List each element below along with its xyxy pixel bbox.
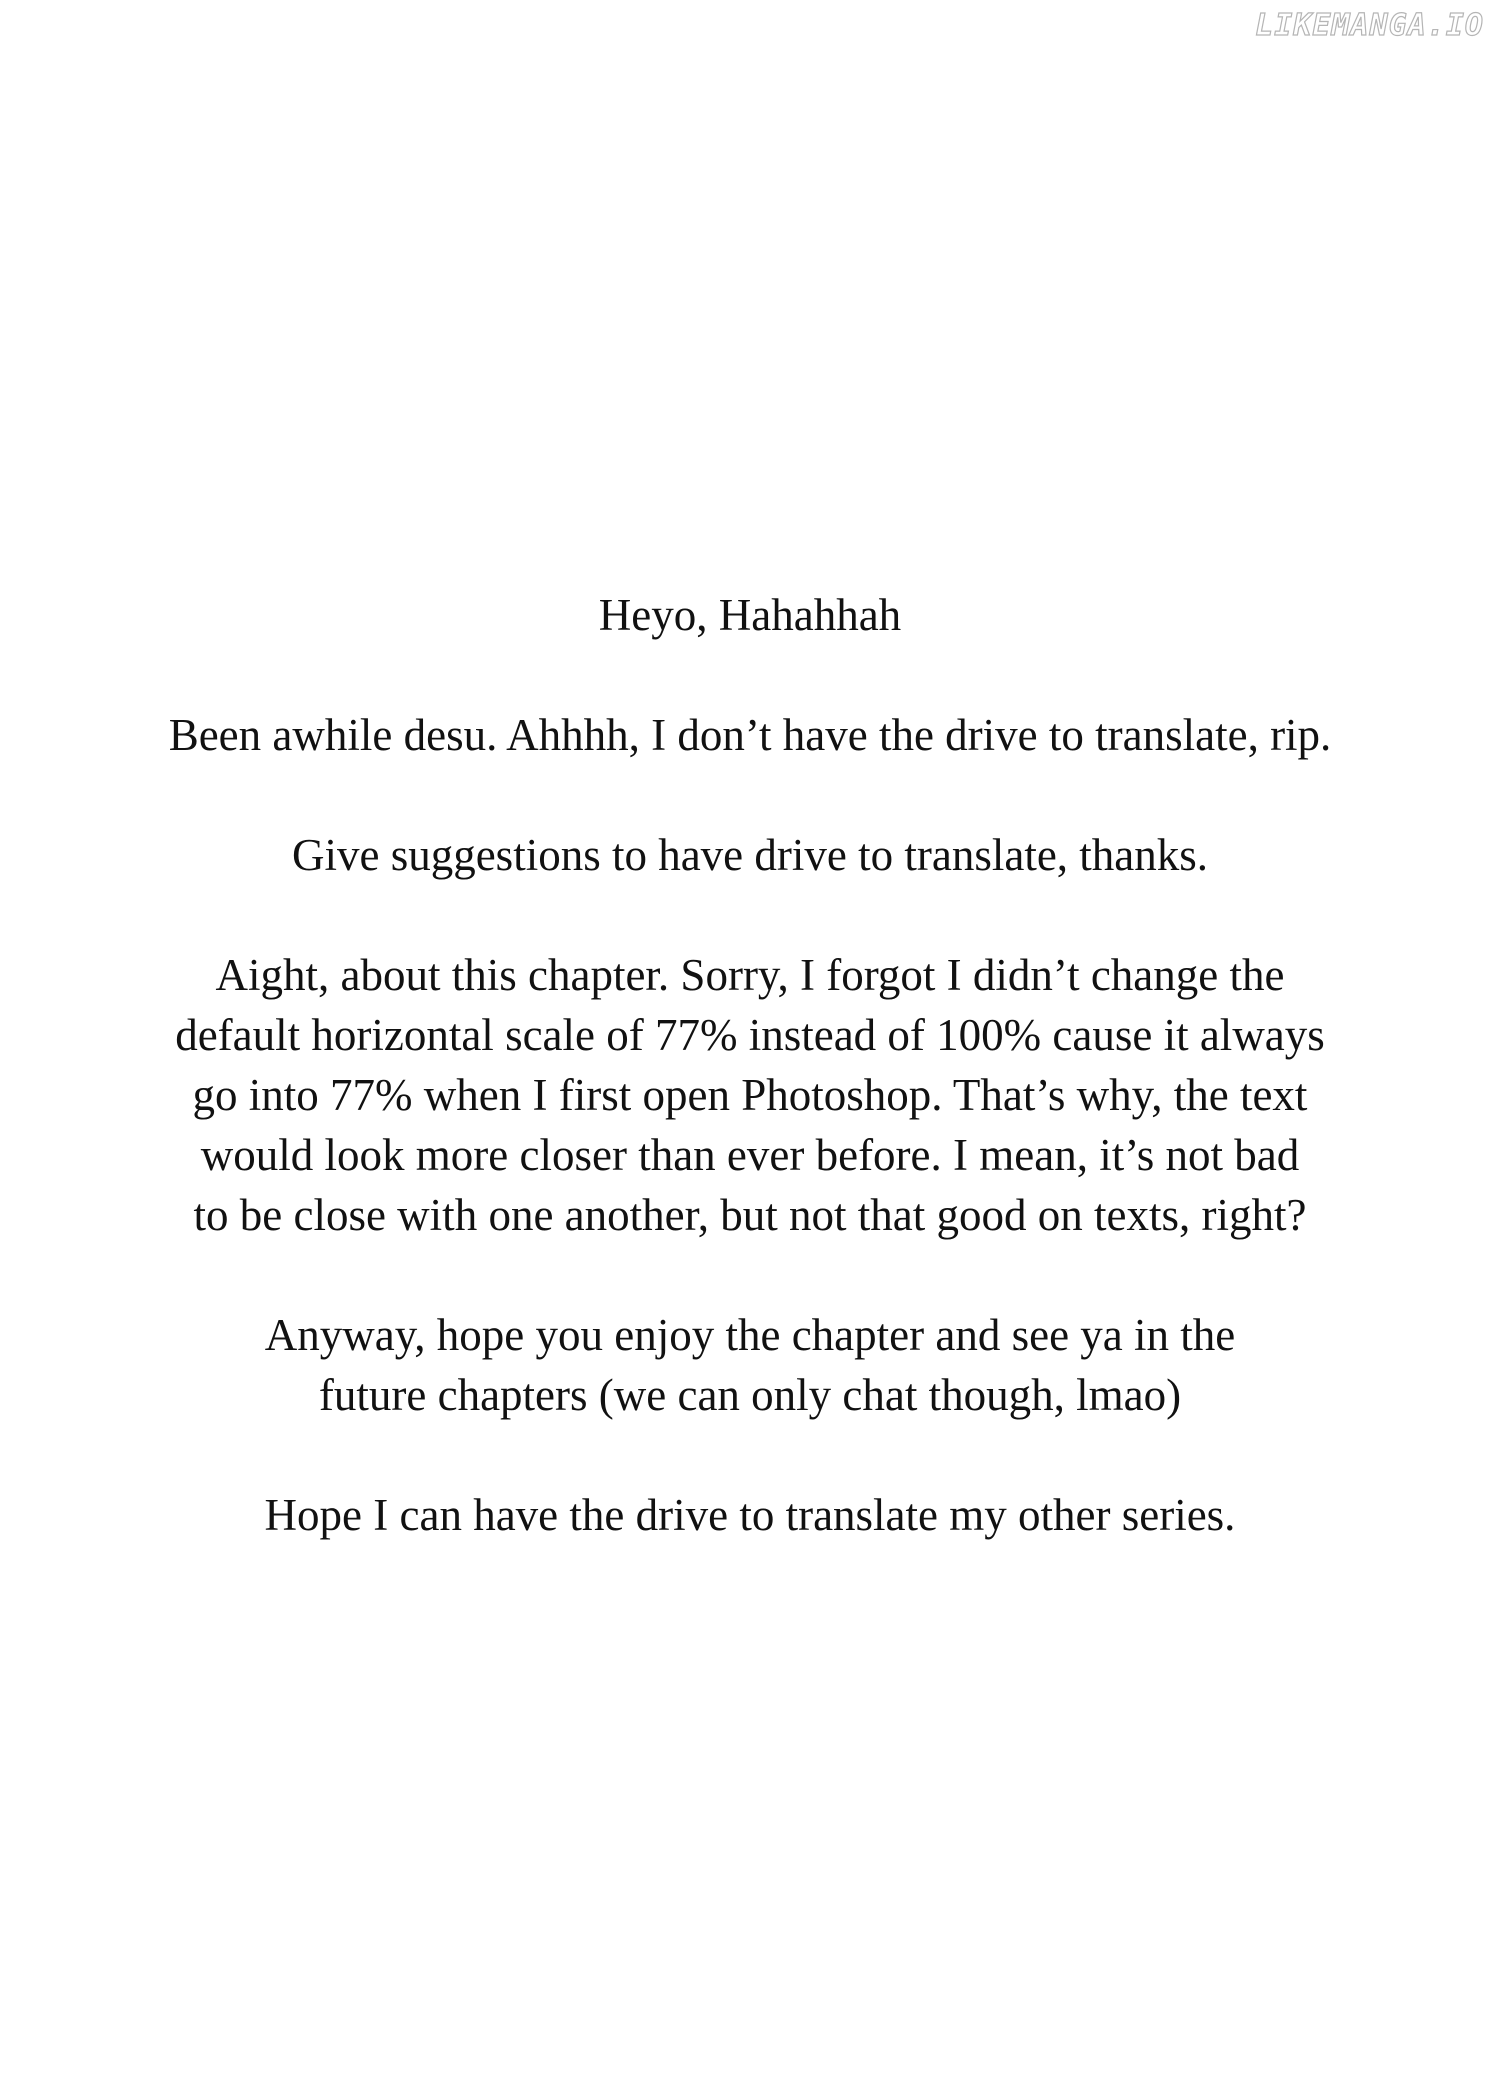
note-greeting: Heyo, Hahahhah	[598, 590, 902, 640]
site-watermark: LIKEMANGA.IO	[1255, 8, 1484, 43]
note-closing: Hope I can have the drive to translate my other series.	[264, 1490, 1236, 1540]
note-paragraph: Aight, about this chapter. Sorry, I forgot I didn’t change the default horizontal scale of 77% instead of 100% cause it always go into 77% when I first open Photoshop. That’s why, the text would look more closer than ever before. I mean, it’s not bad to be close with one another, but not that good on texts, right?	[175, 950, 1325, 1240]
note-paragraph: Been awhile desu. Ahhhh, I don’t have the drive to translate, rip.	[168, 710, 1332, 760]
translator-note	[0, 585, 1500, 1605]
note-paragraph: Give suggestions to have drive to translate, thanks.	[291, 830, 1209, 880]
note-paragraph: Anyway, hope you enjoy the chapter and see ya in the future chapters (we can only chat though, lmao)	[264, 1310, 1236, 1420]
